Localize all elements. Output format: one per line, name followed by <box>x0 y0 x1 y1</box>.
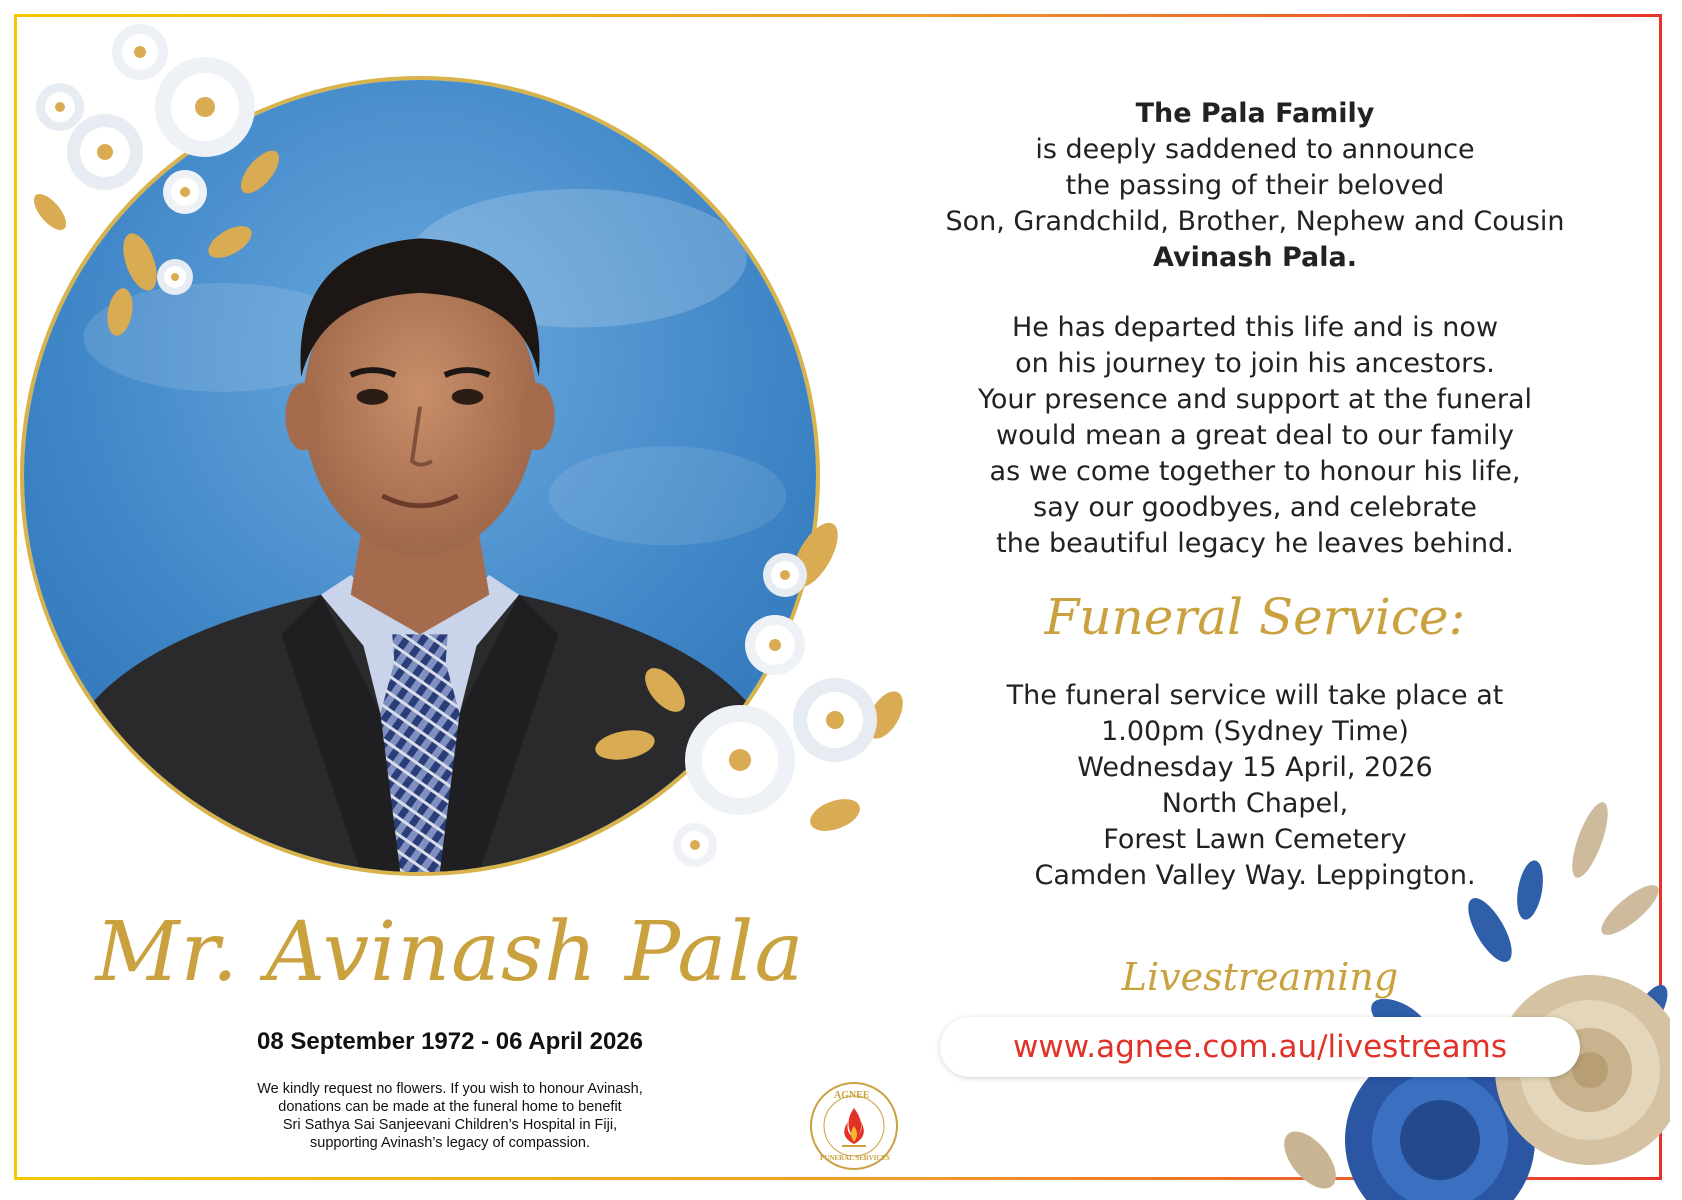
logo-top-text: AGNEE <box>834 1090 870 1101</box>
family-name: The Pala Family <box>1135 98 1375 129</box>
message-line: He has departed this life and is now <box>1011 312 1499 343</box>
agnee-flame-logo <box>808 1080 900 1172</box>
request-line: donations can be made at the funeral home to benefit <box>278 1099 622 1115</box>
life-dates: 08 September 1972 - 06 April 2026 <box>257 1028 643 1055</box>
livestreaming-heading: Livestreaming <box>1121 955 1399 999</box>
deceased-name: Avinash Pala. <box>1153 242 1357 273</box>
message-line: Your presence and support at the funeral <box>977 384 1533 415</box>
announcement-block <box>880 96 1630 562</box>
funeral-service-heading: Funeral Service: <box>1044 588 1466 646</box>
message-line: say our goodbyes, and celebrate <box>1033 492 1477 523</box>
message-line: the beautiful legacy he leaves behind. <box>996 528 1514 559</box>
livestream-link[interactable]: www.agnee.com.au/livestreams <box>940 1017 1580 1077</box>
service-venue: North Chapel, <box>1161 788 1349 819</box>
announcement-line: Son, Grandchild, Brother, Nephew and Cousin <box>945 206 1565 237</box>
logo-bottom-text: FUNERAL SERVICES <box>820 1154 890 1162</box>
announcement-line: is deeply saddened to announce <box>1035 134 1475 165</box>
announcement-line: the passing of their beloved <box>1065 170 1445 201</box>
white-gold-flowers <box>10 12 310 342</box>
request-line: We kindly request no flowers. If you wish to honour Avinash, <box>257 1081 643 1097</box>
service-line: The funeral service will take place at <box>1006 680 1504 711</box>
message-line: would mean a great deal to our family <box>996 420 1514 451</box>
service-address: Camden Valley Way. Leppington. <box>1034 860 1476 891</box>
message-line: as we come together to honour his life, <box>989 456 1521 487</box>
deceased-name-script: Mr. Avinash Pala <box>95 905 805 1000</box>
service-time: 1.00pm (Sydney Time) <box>1101 716 1409 747</box>
white-gold-flowers-lower <box>585 515 925 875</box>
spacer <box>880 276 1630 310</box>
request-line: Sri Sathya Sai Sanjeevani Children’s Hospital in Fiji, <box>282 1117 618 1133</box>
donation-request <box>180 1080 720 1152</box>
message-line: on his journey to join his ancestors. <box>1015 348 1495 379</box>
service-date: Wednesday 15 April, 2026 <box>1077 752 1433 783</box>
service-venue: Forest Lawn Cemetery <box>1103 824 1407 855</box>
request-line: supporting Avinash’s legacy of compassion. <box>310 1135 590 1151</box>
